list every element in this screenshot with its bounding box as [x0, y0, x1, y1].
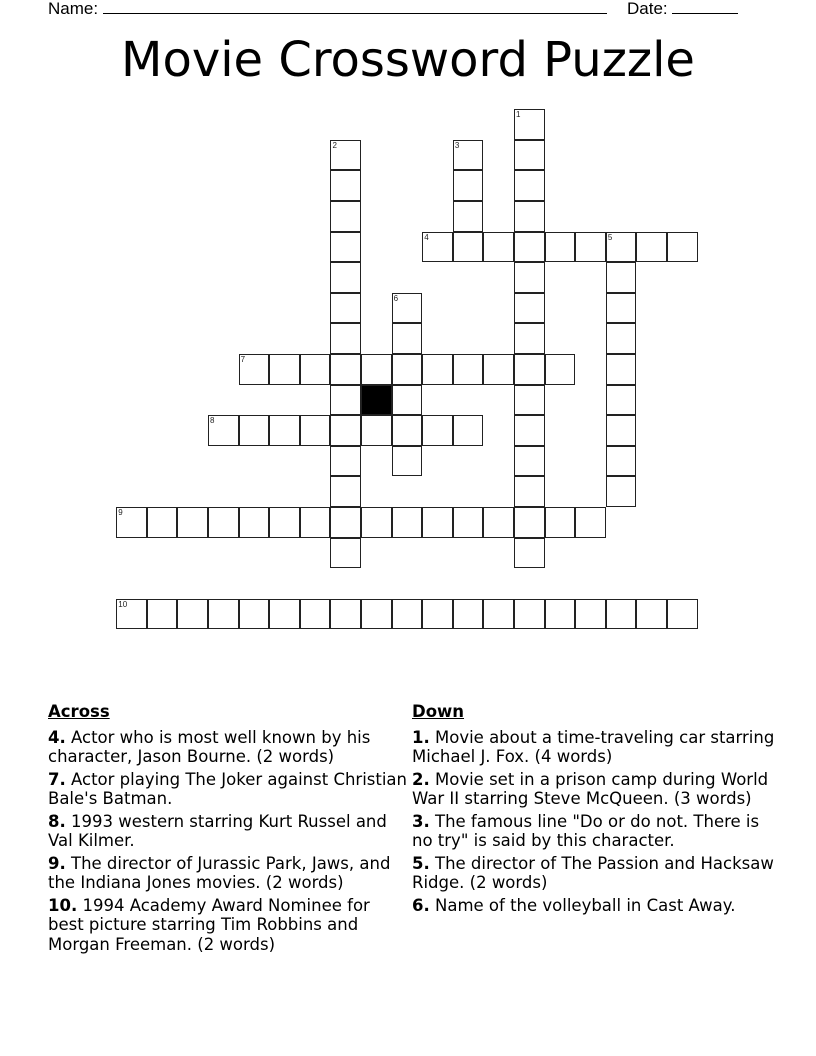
grid-cell[interactable] [361, 507, 392, 538]
grid-cell[interactable] [514, 323, 545, 354]
grid-cell[interactable] [545, 232, 576, 263]
clue-number: 1 [516, 110, 521, 120]
grid-cell[interactable] [330, 201, 361, 232]
grid-cell[interactable] [392, 446, 423, 477]
grid-cell[interactable] [239, 599, 270, 630]
grid-cell[interactable] [116, 507, 147, 538]
grid-cell[interactable] [514, 262, 545, 293]
down-clues [412, 702, 777, 918]
clue-down-2: 2. Movie set in a prison camp during World War II starring Steve McQueen. (3 words) [412, 769, 769, 808]
grid-cell[interactable] [667, 599, 698, 630]
grid-cell[interactable] [514, 507, 545, 538]
grid-cell[interactable] [636, 232, 667, 263]
grid-cell[interactable] [300, 354, 331, 385]
grid-cell[interactable] [453, 201, 484, 232]
grid-cell[interactable] [392, 599, 423, 630]
grid-cell[interactable] [545, 354, 576, 385]
grid-cell[interactable] [422, 354, 453, 385]
grid-cell[interactable] [239, 354, 270, 385]
clue-number: 8 [210, 416, 215, 426]
grid-cell[interactable] [667, 232, 698, 263]
clue-number: 10 [118, 599, 128, 609]
grid-cell[interactable] [453, 170, 484, 201]
clue-down-1: 1. Movie about a time-traveling car starring Michael J. Fox. (4 words) [412, 727, 775, 766]
grid-cell[interactable] [361, 599, 392, 630]
grid-cell[interactable] [606, 599, 637, 630]
grid-cell[interactable] [514, 538, 545, 569]
across-heading: Across [48, 702, 110, 721]
grid-cell[interactable] [636, 599, 667, 630]
grid-cell[interactable] [330, 140, 361, 171]
grid-cell[interactable] [330, 507, 361, 538]
clue-number: 5 [607, 232, 613, 242]
grid-cell[interactable] [330, 354, 361, 385]
grid-cell[interactable] [483, 232, 514, 263]
grid-cell[interactable] [514, 232, 545, 263]
clue-down-5: 5. The director of The Passion and Hacksaw Ridge. (2 words) [412, 853, 774, 892]
grid-cell[interactable] [208, 415, 239, 446]
grid-cell[interactable] [606, 385, 637, 416]
grid-cell[interactable] [422, 415, 453, 446]
grid-cell[interactable] [330, 323, 361, 354]
grid-cell[interactable] [330, 599, 361, 630]
grid-cell[interactable] [330, 170, 361, 201]
grid-cell[interactable] [239, 507, 270, 538]
grid-cell[interactable] [514, 446, 545, 477]
grid-cell[interactable] [300, 507, 331, 538]
clue-number: 6 [393, 293, 399, 303]
grid-cell[interactable] [514, 170, 545, 201]
clue-number: 7 [240, 355, 246, 365]
grid-cell[interactable] [147, 507, 178, 538]
grid-cell[interactable] [116, 599, 147, 630]
black-cell [361, 385, 392, 416]
grid-cell[interactable] [177, 599, 208, 630]
grid-cell[interactable] [514, 599, 545, 630]
grid-cell[interactable] [392, 323, 423, 354]
grid-cell[interactable] [269, 415, 300, 446]
grid-cell[interactable] [606, 293, 637, 324]
grid-cell[interactable] [330, 415, 361, 446]
clue-number: 2 [332, 140, 337, 150]
clue-across-9: 9. The director of Jurassic Park, Jaws, and the Indiana Jones movies. (2 words) [48, 853, 391, 892]
grid-cell[interactable] [453, 140, 484, 171]
grid-cell[interactable] [330, 538, 361, 569]
grid-cell[interactable] [239, 415, 270, 446]
grid-cell[interactable] [208, 599, 239, 630]
grid-cell[interactable] [514, 109, 545, 140]
grid-cell[interactable] [330, 446, 361, 477]
page-title: Movie Crossword Puzzle [121, 32, 695, 88]
grid-cell[interactable] [514, 354, 545, 385]
grid-cell[interactable] [606, 446, 637, 477]
grid-cell[interactable] [483, 599, 514, 630]
grid-cell[interactable] [422, 599, 453, 630]
grid-cell[interactable] [606, 323, 637, 354]
grid-cell[interactable] [177, 507, 208, 538]
down-heading: Down [412, 702, 465, 721]
grid-cell[interactable] [269, 599, 300, 630]
grid-cell[interactable] [422, 507, 453, 538]
grid-cell[interactable] [514, 385, 545, 416]
grid-cell[interactable] [361, 415, 392, 446]
grid-cell[interactable] [422, 232, 453, 263]
grid-cell[interactable] [392, 415, 423, 446]
grid-cell[interactable] [514, 415, 545, 446]
grid-cell[interactable] [330, 293, 361, 324]
grid-cell[interactable] [606, 354, 637, 385]
grid-cell[interactable] [392, 354, 423, 385]
clue-down-3: 3. The famous line "Do or do not. There is no try" is said by this character. [412, 811, 760, 850]
clue-number: 9 [118, 508, 123, 518]
grid-cell[interactable] [330, 385, 361, 416]
across-clues [48, 702, 408, 957]
grid-cell[interactable] [606, 232, 637, 263]
grid-cell[interactable] [545, 599, 576, 630]
grid-cell[interactable] [606, 415, 637, 446]
grid-cell[interactable] [575, 507, 606, 538]
grid-cell[interactable] [392, 385, 423, 416]
date-label: Date: [627, 0, 668, 18]
grid-cell[interactable] [483, 507, 514, 538]
grid-cell[interactable] [514, 293, 545, 324]
grid-cell[interactable] [392, 293, 423, 324]
clue-across-10: 10. 1994 Academy Award Nominee for best picture starring Tim Robbins and Morgan Freeman. (2 words) [48, 895, 370, 954]
grid-cell[interactable] [453, 415, 484, 446]
clue-number: 4 [424, 232, 429, 242]
grid-cell[interactable] [330, 262, 361, 293]
grid-cell[interactable] [453, 599, 484, 630]
grid-cell[interactable] [575, 232, 606, 263]
grid-cell[interactable] [361, 354, 392, 385]
grid-cell[interactable] [300, 415, 331, 446]
clue-across-4: 4. Actor who is most well known by his character, Jason Bourne. (2 words) [48, 727, 371, 766]
grid-cell[interactable] [392, 507, 423, 538]
clue-down-6: 6. Name of the volleyball in Cast Away. [412, 895, 736, 915]
grid-cell[interactable] [545, 507, 576, 538]
grid-cell[interactable] [453, 232, 484, 263]
grid-cell[interactable] [300, 599, 331, 630]
clue-across-8: 8. 1993 western starring Kurt Russel and Val Kilmer. [48, 811, 387, 850]
grid-cell[interactable] [147, 599, 178, 630]
grid-cell[interactable] [575, 599, 606, 630]
grid-cell[interactable] [269, 354, 300, 385]
grid-cell[interactable] [606, 476, 637, 507]
grid-cell[interactable] [330, 476, 361, 507]
grid-cell[interactable] [269, 507, 300, 538]
grid-cell[interactable] [453, 507, 484, 538]
grid-cell[interactable] [453, 354, 484, 385]
grid-cell[interactable] [330, 232, 361, 263]
grid-cell[interactable] [606, 262, 637, 293]
grid-cell[interactable] [514, 201, 545, 232]
grid-cell[interactable] [208, 507, 239, 538]
name-label: Name: [48, 0, 99, 18]
grid-cell[interactable] [514, 140, 545, 171]
grid-cell[interactable] [514, 476, 545, 507]
grid-cell[interactable] [483, 354, 514, 385]
clue-number: 3 [454, 140, 460, 150]
clue-across-7: 7. Actor playing The Joker against Christian Bale's Batman. [48, 769, 408, 808]
